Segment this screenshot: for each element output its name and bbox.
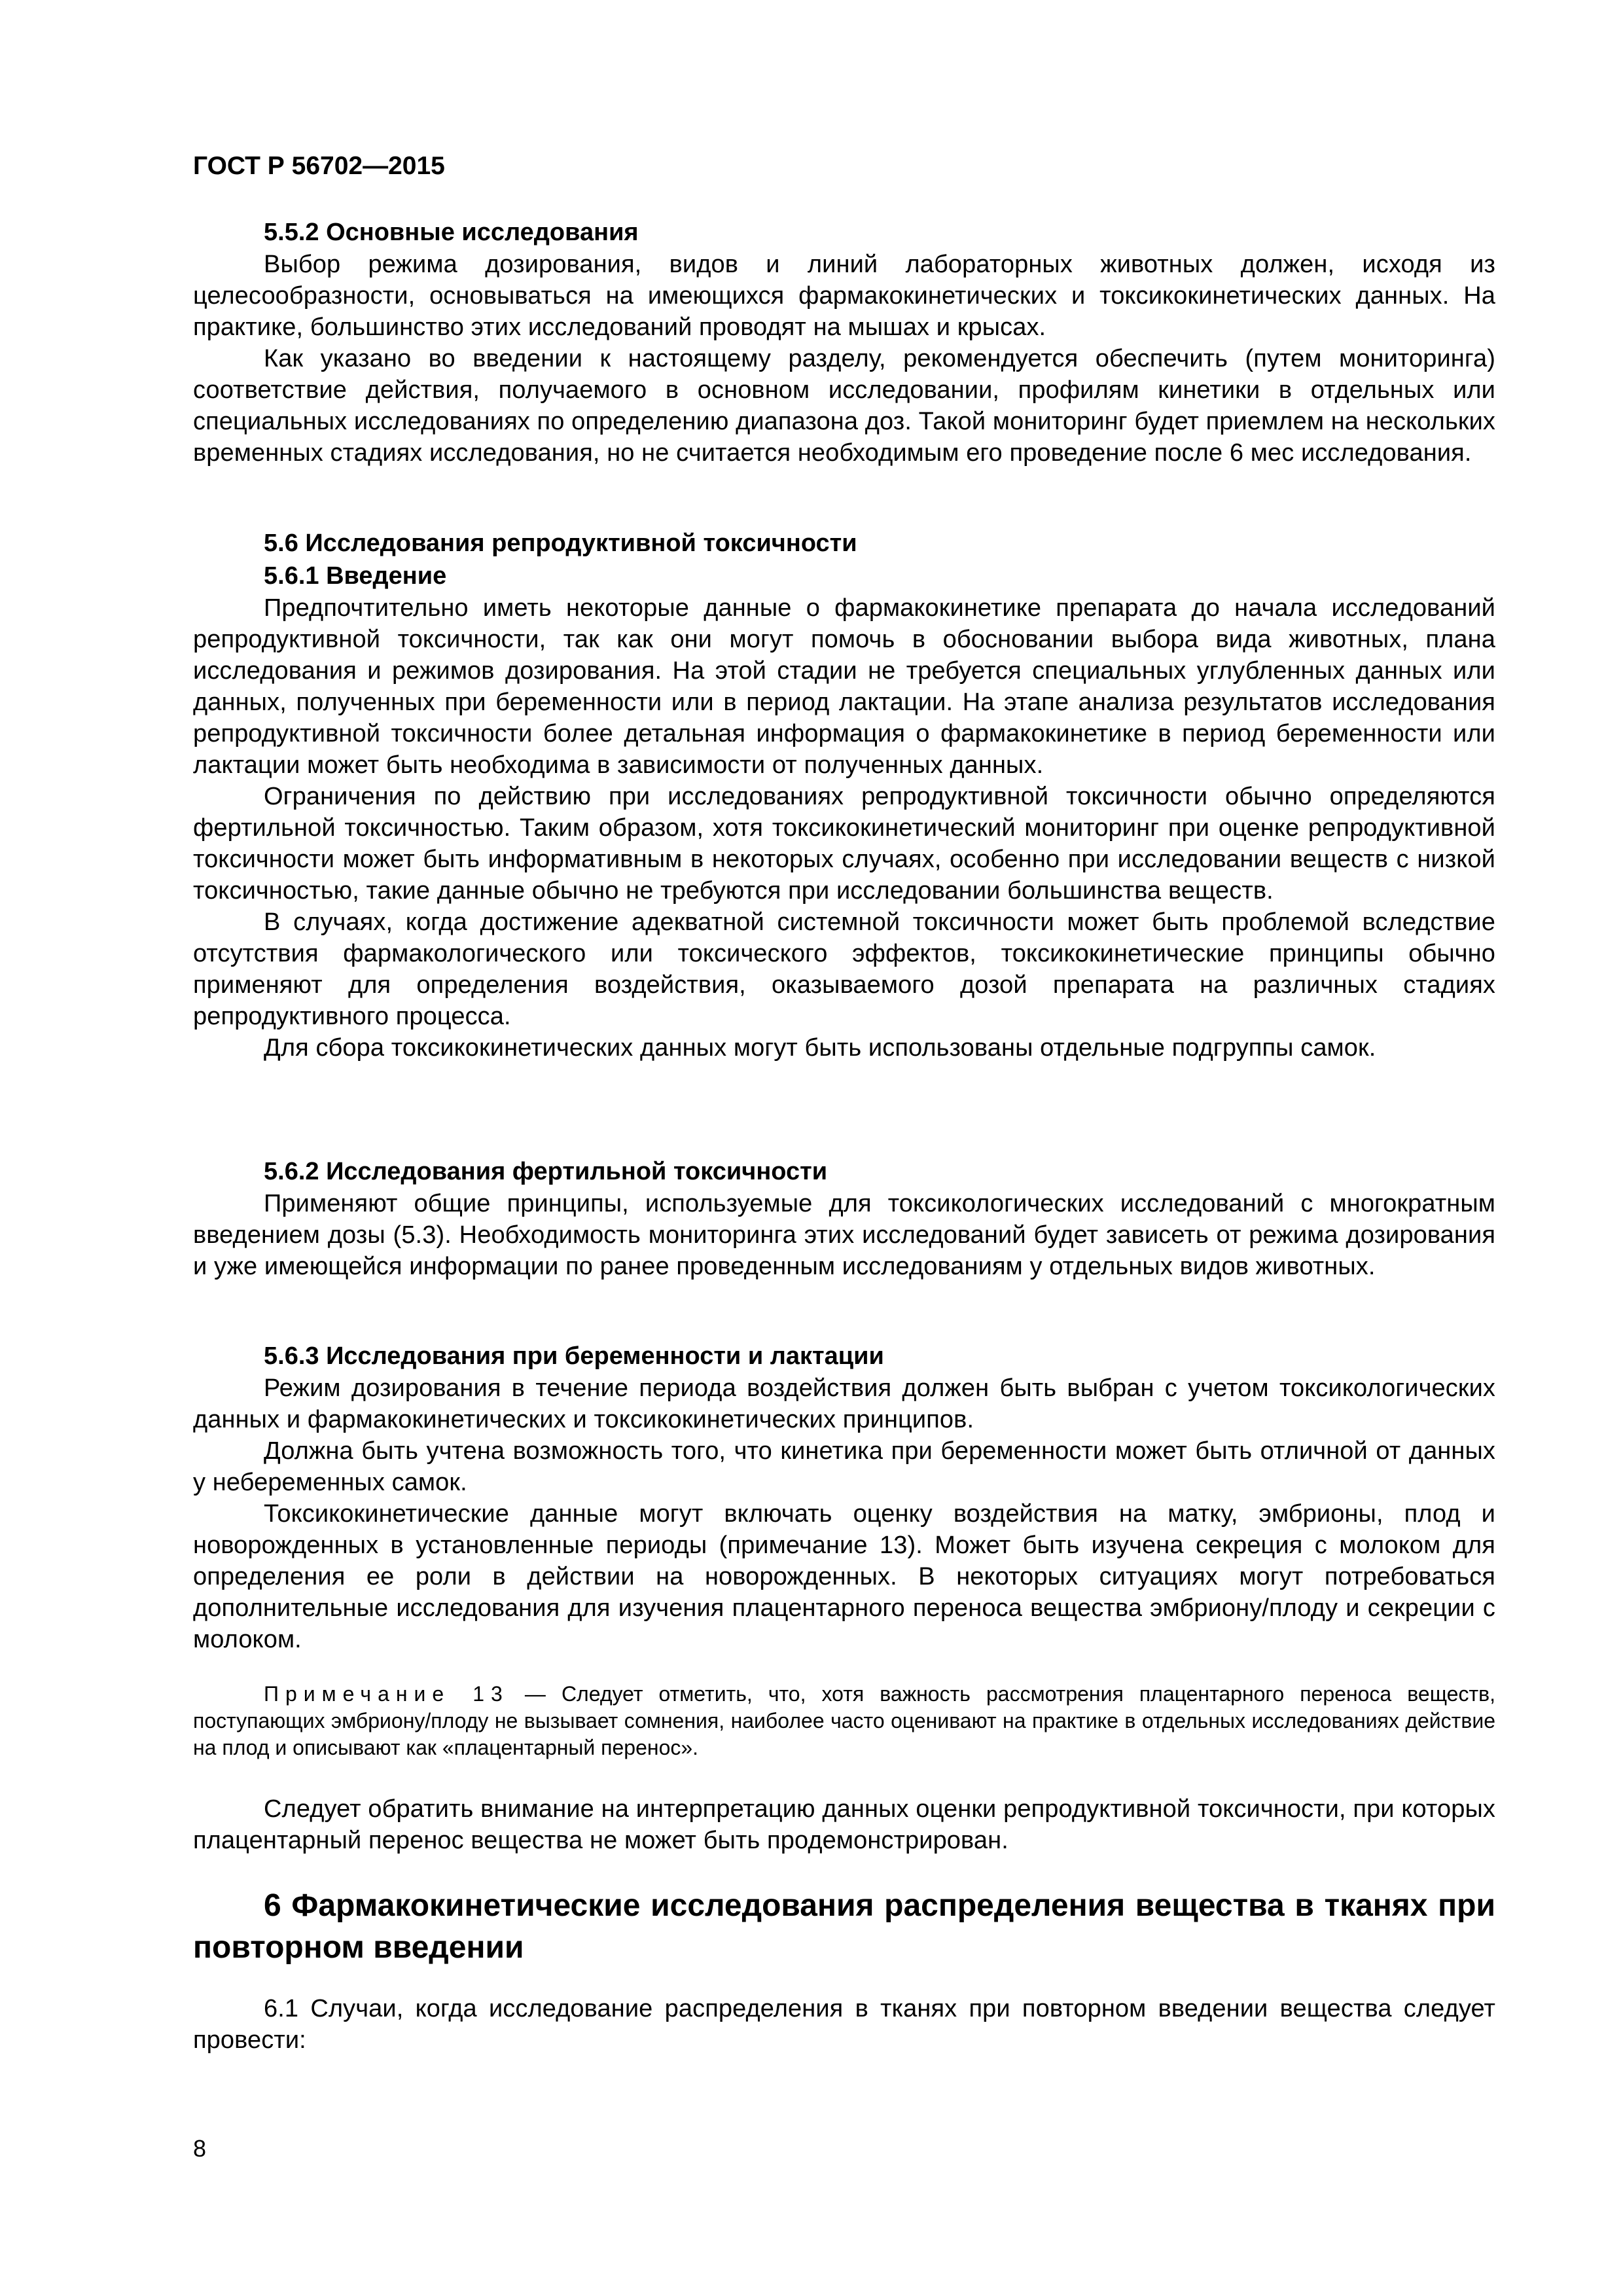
note-label: Примечание 13 — [264, 1682, 509, 1706]
section-6 — [193, 1885, 1495, 1969]
section-heading: 5.6 Исследования репродуктивной токсичности — [264, 529, 857, 557]
subsection-heading: 5.6.1 Введение — [264, 562, 447, 590]
paragraph: Как указано во введении к настоящему разделу, рекомендуется обеспечить (путем мониторинга) соответствие действия, получаемого в основном исследовании, профилям кинетики в отдельных или специальных исследованиях по определению диапазона доз. Такой мониторинг будет приемлем на нескольких временных стадиях исследования, но не считается необходимым его проведение после 6 мес исследования. — [193, 345, 1495, 467]
page-number: 8 — [193, 2135, 207, 2162]
section-5-6-2 — [193, 1155, 1495, 1282]
standard-header: ГОСТ Р 56702—2015 — [193, 152, 445, 180]
note-paragraph — [193, 1681, 1495, 1761]
note-13 — [193, 1681, 1495, 1761]
chapter-heading: 6 Фармакокинетические исследования распределения вещества в тканях при повторном введении — [193, 1888, 1495, 1965]
paragraph: В случаях, когда достижение адекватной системной токсичности может быть проблемой вследствие отсутствия фармакологического или токсического эффектов, токсикокинетические принципы обычно применяют для определения воздействия, оказываемого дозой препарата на различных стадиях репродуктивного процесса. — [193, 908, 1495, 1030]
note-text: — Следует отметить, что, хотя важность рассмотрения плацентарного переноса веществ, поступающих эмбриону/плоду не вызывает сомнения, наиболее часто оценивают на практике в отдельных исследованиях действие на плод и описывают как «плацентарный перенос». — [193, 1682, 1496, 1759]
paragraph: Выбор режима дозирования, видов и линий лабораторных животных должен, исходя из целесообразности, основываться на имеющихся фармакокинетических и токсикокинетических данных. На практике, большинство этих исследований проводят на мышах и крысах. — [193, 251, 1495, 341]
section-5-6 — [193, 527, 1495, 1064]
paragraph: Режим дозирования в течение периода воздействия должен быть выбран с учетом токсикологических данных и фармакокинетических и токсикокинетических принципов. — [193, 1374, 1495, 1433]
paragraph: Предпочтительно иметь некоторые данные о фармакокинетике препарата до начала исследований репродуктивной токсичности, так как они могут помочь в обосновании выбора вида животных, плана исследования и режимов дозирования. На этой стадии не требуется специальных углубленных данных или данных, полученных при беременности или в период лактации. На этапе анализа результатов исследования репродуктивной токсичности более детальная информация о фармакокинетике в период беременности или лактации может быть необходима в зависимости от полученных данных. — [193, 594, 1495, 779]
section-heading: 5.6.3 Исследования при беременности и лактации — [264, 1342, 884, 1370]
section-6-1 — [193, 1993, 1495, 2056]
paragraph: Применяют общие принципы, используемые для токсикологических исследований с многократным введением дозы (5.3). Необходимость мониторинга этих исследований будет зависеть от режима дозирования и уже имеющейся информации по ранее проведенным исследованиям у отдельных видов животных. — [193, 1190, 1495, 1280]
paragraph: 6.1 Случаи, когда исследование распределения в тканях при повторном введении вещества следует провести: — [193, 1995, 1495, 2054]
paragraph: Для сбора токсикокинетических данных могут быть использованы отдельные подгруппы самок. — [264, 1034, 1376, 1062]
section-5-6-3-closing — [193, 1793, 1495, 1856]
section-5-5-2 — [193, 216, 1495, 469]
paragraph: Должна быть учтена возможность того, что кинетика при беременности может быть отличной от данных у небеременных самок. — [193, 1437, 1495, 1496]
paragraph: Следует обратить внимание на интерпретацию данных оценки репродуктивной токсичности, при которых плацентарный перенос вещества не может быть продемонстрирован. — [193, 1795, 1495, 1854]
section-heading: 5.6.2 Исследования фертильной токсичности — [264, 1158, 828, 1185]
section-heading: 5.5.2 Основные исследования — [264, 219, 639, 246]
paragraph: Токсикокинетические данные могут включать оценку воздействия на матку, эмбрионы, плод и новорожденных в установленные периоды (примечание 13). Может быть изучена секреция с молоком для определения ее роли в действии на новорожденных. В некоторых ситуациях могут потребоваться дополнительные исследования для изучения плацентарного переноса вещества эмбриону/плоду и секреции с молоком. — [193, 1500, 1495, 1653]
section-5-6-3 — [193, 1340, 1495, 1655]
paragraph: Ограничения по действию при исследованиях репродуктивной токсичности обычно определяются фертильной токсичностью. Таким образом, хотя токсикокинетический мониторинг при оценке репродуктивной токсичности может быть информативным в некоторых случаях, особенно при исследовании веществ с низкой токсичностью, такие данные обычно не требуются при исследовании большинства веществ. — [193, 783, 1495, 905]
